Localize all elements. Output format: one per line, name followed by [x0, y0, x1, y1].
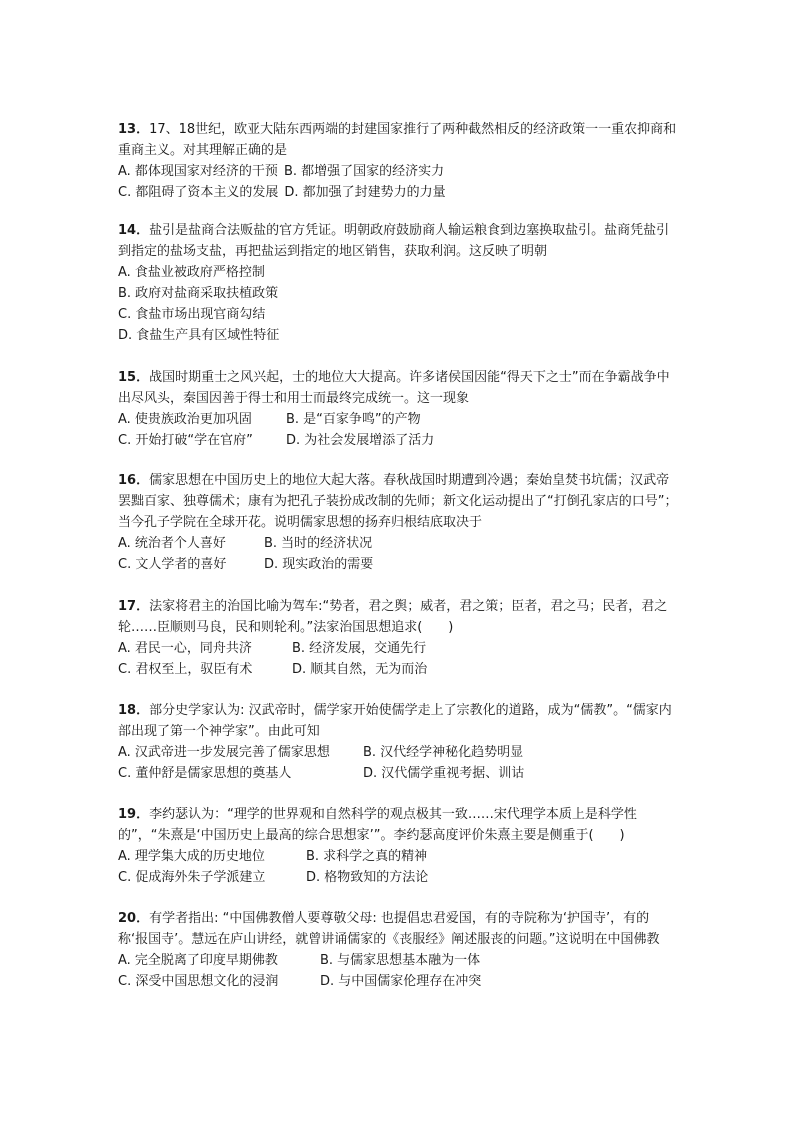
options-row [118, 182, 678, 203]
question-14 [118, 220, 678, 346]
option-a: A. 统治者个人喜好 [118, 536, 226, 551]
question-text: 有学者指出: “中国佛教僧人要尊敬父母: 也提倡忠君爱国，有的寺院称为‘护国寺’，有的称‘报国寺’。慧远在庐山讲经，就曾讲诵儒家的《丧服经》阐述服丧的问题。”这说明在中国佛教 [118, 911, 660, 947]
option-b: B. 是“百家争鸣”的产物 [286, 412, 421, 427]
question-text: 李约瑟认为：“理学的世界观和自然科学的观点极其一致……宋代理学本质上是科学性的”，“朱熹是‘中国历史上最高的综合思想家’”。李约瑟高度评价朱熹主要是侧重于( ) [118, 807, 637, 843]
question-number: 18． [118, 703, 150, 718]
option-b: B. 汉代经学神秘化趋势明显 [363, 745, 524, 760]
options-row [118, 950, 678, 971]
question-number: 14． [118, 223, 150, 238]
options-row [118, 554, 678, 575]
option-d: D. 都加强了封建势力的力量 [284, 185, 446, 200]
option-a: A. 汉武帝进一步发展完善了儒家思想 [118, 745, 330, 760]
option-c: C. 促成海外朱子学派建立 [118, 870, 266, 885]
question-text: 儒家思想在中国历史上的地位大起大落。春秋战国时期遭到冷遇；秦始皇焚书坑儒；汉武帝罢黜百家、独尊儒术；康有为把孔子装扮成改制的先师；新文化运动提出了“打倒孔家店的口号”；当今孔子学院在全球开花。说明儒家思想的扬弃归根结底取决于 [118, 473, 678, 530]
option-c: C. 文人学者的喜好 [118, 557, 227, 572]
question-16 [118, 470, 678, 575]
question-number: 15． [118, 370, 150, 385]
options-row [118, 161, 678, 182]
option-b: B. 政府对盐商采取扶植政策 [118, 286, 279, 301]
question-number: 17． [118, 599, 150, 614]
option-b: B. 经济发展，交通先行 [292, 641, 427, 656]
option-c: C. 食盐市场出现官商勾结 [118, 307, 266, 322]
option-a: A. 理学集大成的历史地位 [118, 849, 265, 864]
question-text: 17、18世纪，欧亚大陆东西两端的封建国家推行了两种截然相反的经济政策一一重农抑商和重商主义。对其理解正确的是 [118, 122, 677, 158]
options-row [118, 971, 678, 992]
options-row [118, 659, 678, 680]
option-d: D. 顺其自然，无为而治 [292, 662, 428, 677]
question-stem [118, 119, 678, 161]
question-text: 战国时期重士之风兴起，士的地位大大提高。许多诸侯国因能“得天下之士”而在争霸战争中出尽风头，秦国因善于得士和用士而最终完成统一。这一现象 [118, 370, 670, 406]
option-c: C. 董仲舒是儒家思想的奠基人 [118, 766, 292, 781]
option-c: C. 开始打破“学在官府” [118, 433, 253, 448]
question-number: 13． [118, 122, 150, 137]
option-d: D. 与中国儒家伦理存在冲突 [320, 974, 482, 989]
options-row [118, 763, 678, 784]
options-row [118, 533, 678, 554]
question-15 [118, 367, 678, 451]
question-stem [118, 470, 678, 533]
options-row [118, 742, 678, 763]
question-number: 19． [118, 807, 150, 822]
option-c: C. 君权至上，驭臣有术 [118, 662, 253, 677]
option-a: A. 君民一心，同舟共济 [118, 641, 252, 656]
option-b: B. 求科学之真的精神 [306, 849, 428, 864]
option-a: A. 食盐业被政府严格控制 [118, 265, 265, 280]
question-stem [118, 596, 678, 638]
question-13 [118, 119, 678, 203]
question-20 [118, 908, 678, 992]
option-a: A. 使贵族政治更加巩固 [118, 412, 252, 427]
question-text: 盐引是盐商合法贩盐的官方凭证。明朝政府鼓励商人输运粮食到边塞换取盐引。盐商凭盐引到指定的盐场支盐，再把盐运到指定的地区销售，获取利润。这反映了明朝 [118, 223, 670, 259]
question-stem [118, 220, 678, 262]
question-number: 16． [118, 473, 150, 488]
options-row [118, 430, 678, 451]
option-c: C. 深受中国思想文化的浸润 [118, 974, 279, 989]
option-d: D. 现实政治的需要 [264, 557, 374, 572]
options-row [118, 846, 678, 867]
question-stem [118, 804, 678, 846]
option-d: D. 食盐生产具有区域性特征 [118, 328, 280, 343]
option-b: B. 与儒家思想基本融为一体 [320, 953, 481, 968]
option-d: D. 格物致知的方法论 [306, 870, 429, 885]
option-d: D. 为社会发展增添了活力 [286, 433, 435, 448]
options-row [118, 638, 678, 659]
question-stem [118, 908, 678, 950]
question-19 [118, 804, 678, 888]
option-a: A. 完全脱离了印度早期佛教 [118, 953, 278, 968]
question-17 [118, 596, 678, 680]
option-a: A. 都体现国家对经济的干预 [118, 164, 278, 179]
option-b: B. 当时的经济状况 [264, 536, 373, 551]
option-b: B. 都增强了国家的经济实力 [283, 164, 445, 179]
options-row [118, 409, 678, 430]
option-d: D. 汉代儒学重视考据、训诂 [363, 766, 525, 781]
options-row [118, 867, 678, 888]
question-stem [118, 700, 678, 742]
question-text: 法家将君主的治国比喻为驾车:“势者，君之舆；威者，君之策；臣者，君之马；民者，君之轮……臣顺则马良，民和则轮利。”法家治国思想追求( ) [118, 599, 668, 635]
question-18 [118, 700, 678, 784]
question-number: 20． [118, 911, 150, 926]
option-c: C. 都阻碍了资本主义的发展 [118, 185, 279, 200]
question-stem [118, 367, 678, 409]
question-text: 部分史学家认为: 汉武帝时，儒学家开始使儒学走上了宗教化的道路，成为“儒教”。“儒家内部出现了第一个神学家”。由此可知 [118, 703, 672, 739]
